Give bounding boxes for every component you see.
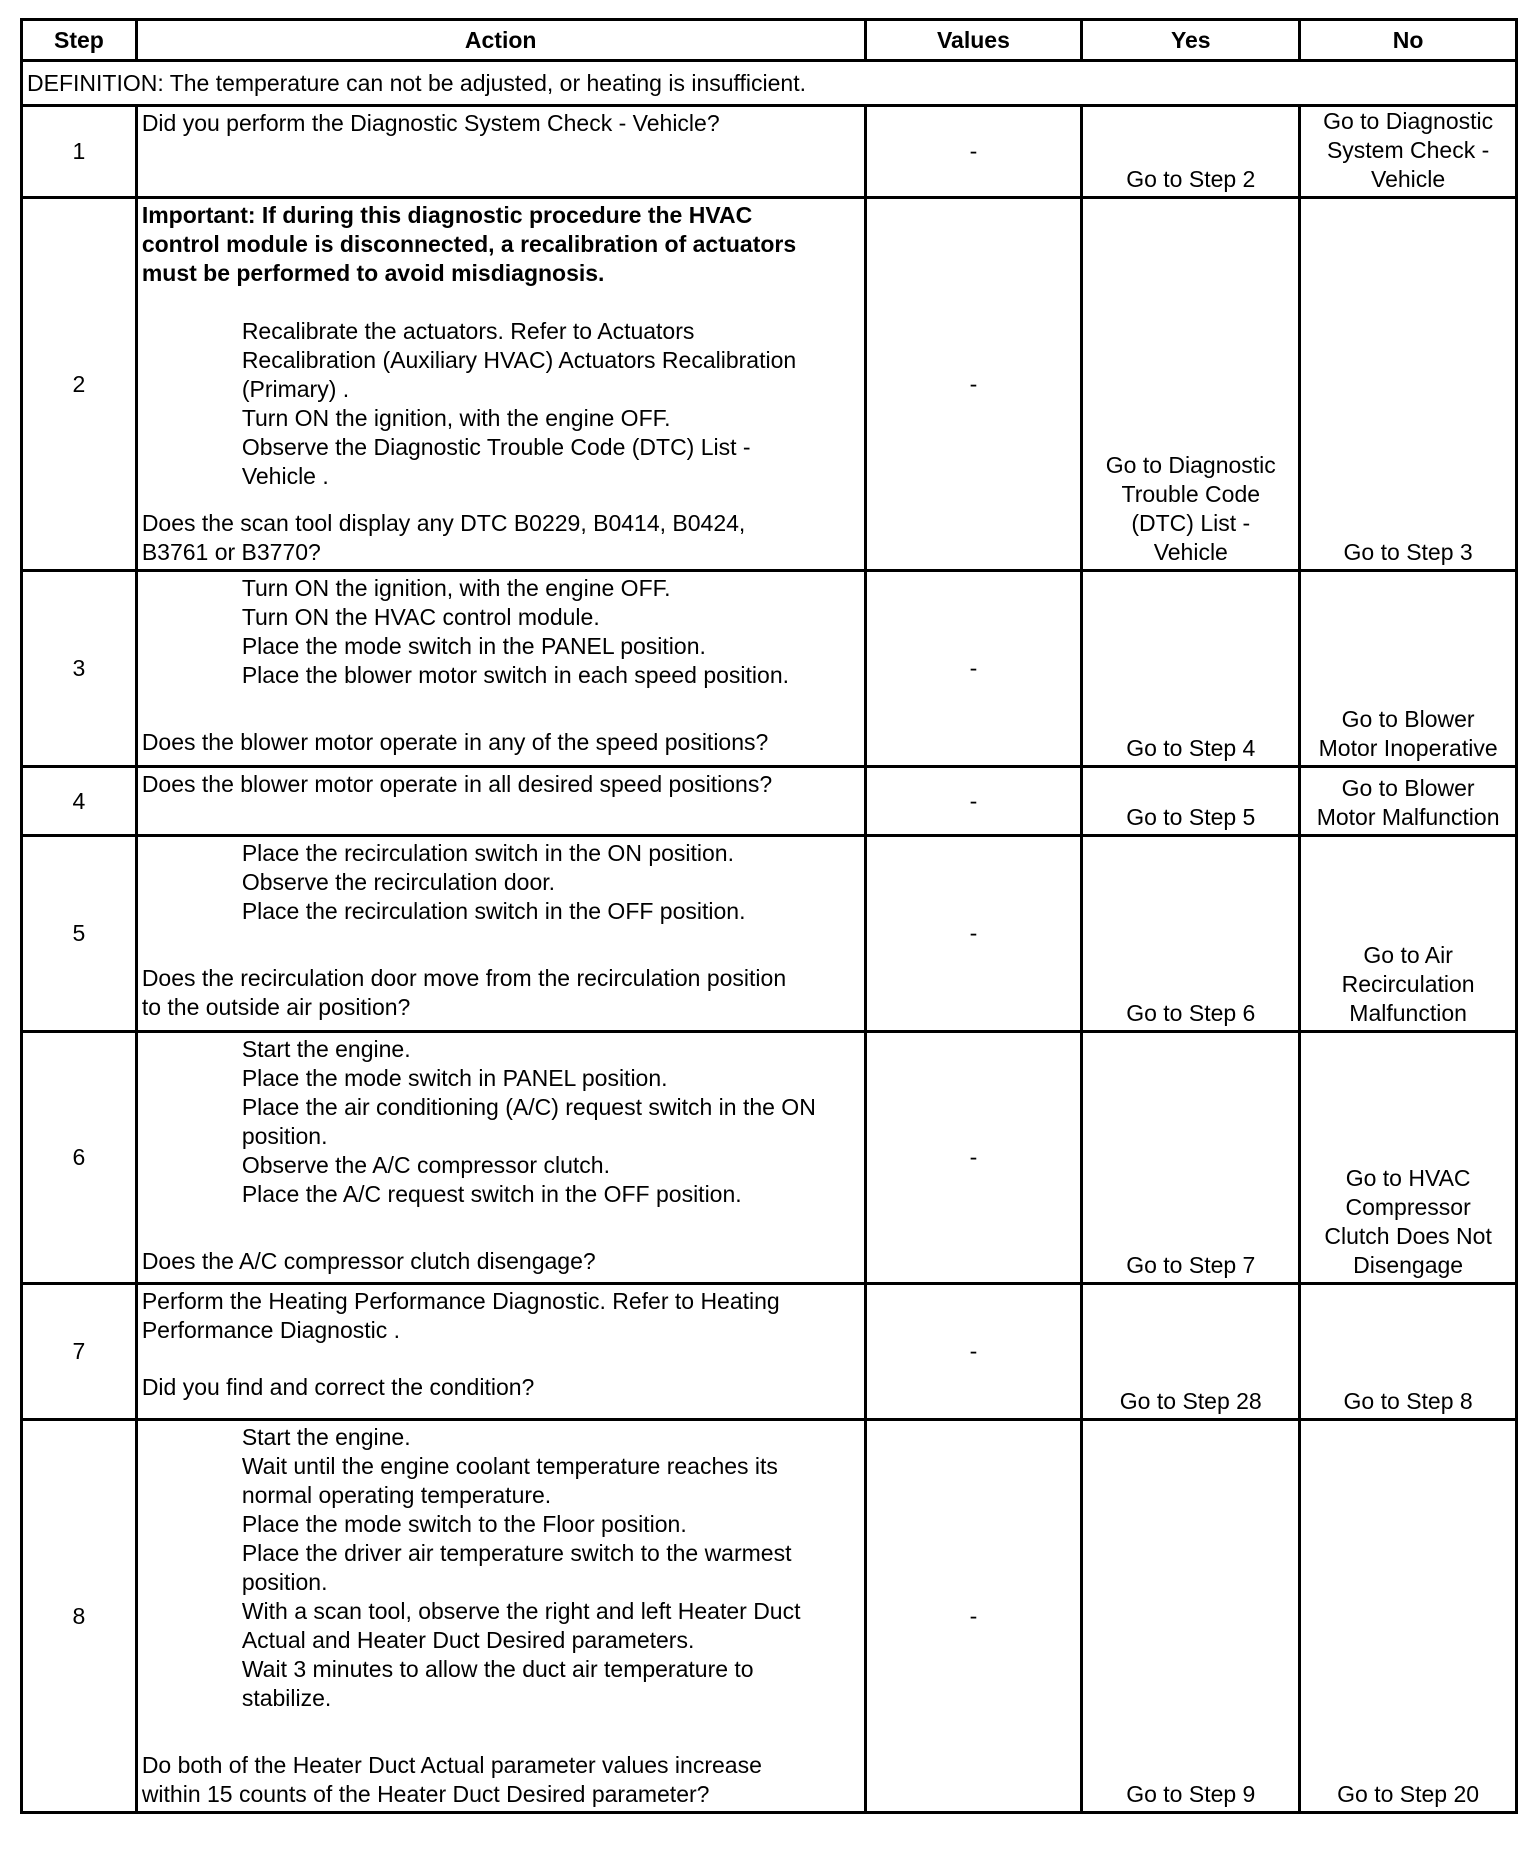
yes-cell [1082, 571, 1300, 767]
header-step: Step [22, 20, 137, 61]
step-number: 1 [22, 106, 137, 198]
procedure-step: Turn ON the ignition, with the engine OFF. [241, 405, 671, 431]
action-cell [136, 571, 865, 767]
procedure-step: Vehicle . [241, 463, 329, 489]
procedure-step: stabilize. [241, 1685, 332, 1711]
no-cell [1300, 836, 1517, 1032]
definition-row [22, 61, 1517, 106]
value-cell: - [865, 571, 1082, 767]
table-row [22, 1420, 1517, 1813]
no-cell [1300, 1284, 1517, 1420]
table-row [22, 198, 1517, 571]
value-cell: - [865, 767, 1082, 836]
action-cell [136, 1420, 865, 1813]
yes-line: Go to Step 6 [1126, 1000, 1256, 1026]
value-cell: - [865, 1032, 1082, 1284]
yes-line: Go to Step 9 [1126, 1781, 1256, 1807]
no-line: Recirculation [1341, 971, 1475, 997]
header-values: Values [865, 20, 1082, 61]
procedure-step: normal operating temperature. [241, 1482, 552, 1508]
no-line: Go to Air [1363, 942, 1453, 968]
question-text: within 15 counts of the Heater Duct Desired parameter? [141, 1781, 710, 1807]
procedure-step: Turn ON the ignition, with the engine OFF. [241, 575, 671, 601]
action-cell [136, 767, 865, 836]
diagnostic-table [20, 18, 1518, 1814]
important-note: control module is disconnected, a recalibration of actuators [141, 231, 797, 257]
action-text: Does the blower motor operate in all desired speed positions? [141, 771, 773, 797]
procedure-step: position. [241, 1569, 328, 1595]
no-line: Go to HVAC [1345, 1165, 1471, 1191]
procedure-step: Place the recirculation switch in the OFF position. [241, 898, 746, 924]
yes-line: Go to Step 2 [1126, 166, 1256, 192]
definition-text: DEFINITION: The temperature can not be adjusted, or heating is insufficient. [22, 61, 1517, 106]
yes-cell [1082, 836, 1300, 1032]
no-cell [1300, 106, 1517, 198]
procedure-step: Place the mode switch to the Floor position. [241, 1511, 687, 1537]
procedure-step: Observe the A/C compressor clutch. [241, 1152, 610, 1178]
header-row [22, 20, 1517, 61]
procedure-step: Place the mode switch in PANEL position. [241, 1065, 668, 1091]
procedure-step: Turn ON the HVAC control module. [241, 604, 600, 630]
yes-line: Go to Diagnostic [1105, 452, 1276, 478]
question-text: Does the scan tool display any DTC B0229, B0414, B0424, [141, 510, 746, 536]
step-number: 5 [22, 836, 137, 1032]
value-cell: - [865, 106, 1082, 198]
question-text: Does the blower motor operate in any of the speed positions? [141, 729, 769, 755]
no-line: System Check - [1326, 137, 1490, 163]
procedure-step: Start the engine. [241, 1036, 411, 1062]
procedure-step: (Primary) . [241, 376, 350, 402]
action-cell [136, 1284, 865, 1420]
question-text: Does the recirculation door move from the recirculation position [141, 965, 787, 991]
procedure-step: Observe the Diagnostic Trouble Code (DTC) List - [241, 434, 751, 460]
procedure-step: Place the air conditioning (A/C) request switch in the ON [241, 1094, 816, 1120]
action-cell [136, 198, 865, 571]
step-number: 6 [22, 1032, 137, 1284]
procedure-step: Observe the recirculation door. [241, 869, 556, 895]
yes-cell [1082, 1284, 1300, 1420]
header-no: No [1300, 20, 1517, 61]
procedure-step: Place the A/C request switch in the OFF position. [241, 1181, 742, 1207]
procedure-step: Wait 3 minutes to allow the duct air temperature to [241, 1656, 754, 1682]
step-number: 7 [22, 1284, 137, 1420]
yes-cell [1082, 1420, 1300, 1813]
no-cell [1300, 198, 1517, 571]
no-line: Go to Diagnostic [1323, 108, 1494, 134]
action-cell [136, 836, 865, 1032]
no-cell [1300, 571, 1517, 767]
step-number: 4 [22, 767, 137, 836]
table-row [22, 571, 1517, 767]
no-line: Motor Inoperative [1318, 735, 1498, 761]
value-cell: - [865, 1284, 1082, 1420]
header-action: Action [136, 20, 865, 61]
step-number: 3 [22, 571, 137, 767]
step-number: 2 [22, 198, 137, 571]
no-line: Malfunction [1349, 1000, 1467, 1026]
procedure-step: Place the mode switch in the PANEL position. [241, 633, 706, 659]
question-text: Does the A/C compressor clutch disengage? [141, 1248, 596, 1274]
important-note: must be performed to avoid misdiagnosis. [141, 260, 605, 286]
procedure-step: Start the engine. [241, 1424, 411, 1450]
yes-cell [1082, 198, 1300, 571]
yes-cell [1082, 767, 1300, 836]
header-yes: Yes [1082, 20, 1300, 61]
no-line: Compressor [1345, 1194, 1471, 1220]
table-row [22, 1284, 1517, 1420]
no-line: Go to Blower [1341, 706, 1475, 732]
table-row [22, 106, 1517, 198]
table-row [22, 767, 1517, 836]
action-text: Perform the Heating Performance Diagnostic. Refer to Heating [141, 1288, 780, 1314]
value-cell: - [865, 1420, 1082, 1813]
yes-cell [1082, 1032, 1300, 1284]
yes-line: Vehicle [1153, 539, 1228, 565]
yes-line: (DTC) List - [1131, 510, 1251, 536]
action-cell [136, 106, 865, 198]
question-text: B3761 or B3770? [141, 539, 321, 565]
no-line: Go to Blower [1341, 775, 1475, 801]
action-text: Performance Diagnostic . [141, 1317, 401, 1343]
important-note: Important: If during this diagnostic procedure the HVAC [141, 202, 753, 228]
yes-line: Go to Step 7 [1126, 1252, 1256, 1278]
procedure-step: Recalibration (Auxiliary HVAC) Actuators Recalibration [241, 347, 797, 373]
no-line: Go to Step 3 [1343, 539, 1473, 565]
procedure-step: position. [241, 1123, 328, 1149]
no-line: Motor Malfunction [1316, 804, 1500, 830]
procedure-step: Wait until the engine coolant temperature reaches its [241, 1453, 778, 1479]
action-text: Did you perform the Diagnostic System Check - Vehicle? [141, 110, 720, 136]
yes-cell [1082, 106, 1300, 198]
question-text: Do both of the Heater Duct Actual parameter values increase [141, 1752, 762, 1778]
procedure-step: Place the driver air temperature switch to the warmest [241, 1540, 792, 1566]
question-text: Did you find and correct the condition? [141, 1374, 535, 1400]
procedure-step: Place the recirculation switch in the ON position. [241, 840, 734, 866]
action-cell [136, 1032, 865, 1284]
procedure-step: With a scan tool, observe the right and left Heater Duct [241, 1598, 801, 1624]
step-number: 8 [22, 1420, 137, 1813]
question-text: to the outside air position? [141, 994, 411, 1020]
value-cell: - [865, 836, 1082, 1032]
procedure-step: Actual and Heater Duct Desired parameters. [241, 1627, 695, 1653]
procedure-step: Place the blower motor switch in each speed position. [241, 662, 789, 688]
table-row [22, 1032, 1517, 1284]
yes-line: Go to Step 5 [1126, 804, 1256, 830]
no-cell [1300, 1032, 1517, 1284]
value-cell: - [865, 198, 1082, 571]
no-cell [1300, 767, 1517, 836]
no-line: Clutch Does Not [1324, 1223, 1492, 1249]
procedure-step: Recalibrate the actuators. Refer to Actuators [241, 318, 695, 344]
table-row [22, 836, 1517, 1032]
no-cell [1300, 1420, 1517, 1813]
yes-line: Trouble Code [1121, 481, 1261, 507]
yes-line: Go to Step 4 [1126, 735, 1256, 761]
no-line: Go to Step 8 [1343, 1388, 1473, 1414]
no-line: Go to Step 20 [1337, 1781, 1480, 1807]
no-line: Vehicle [1371, 166, 1446, 192]
no-line: Disengage [1353, 1252, 1464, 1278]
yes-line: Go to Step 28 [1119, 1388, 1262, 1414]
